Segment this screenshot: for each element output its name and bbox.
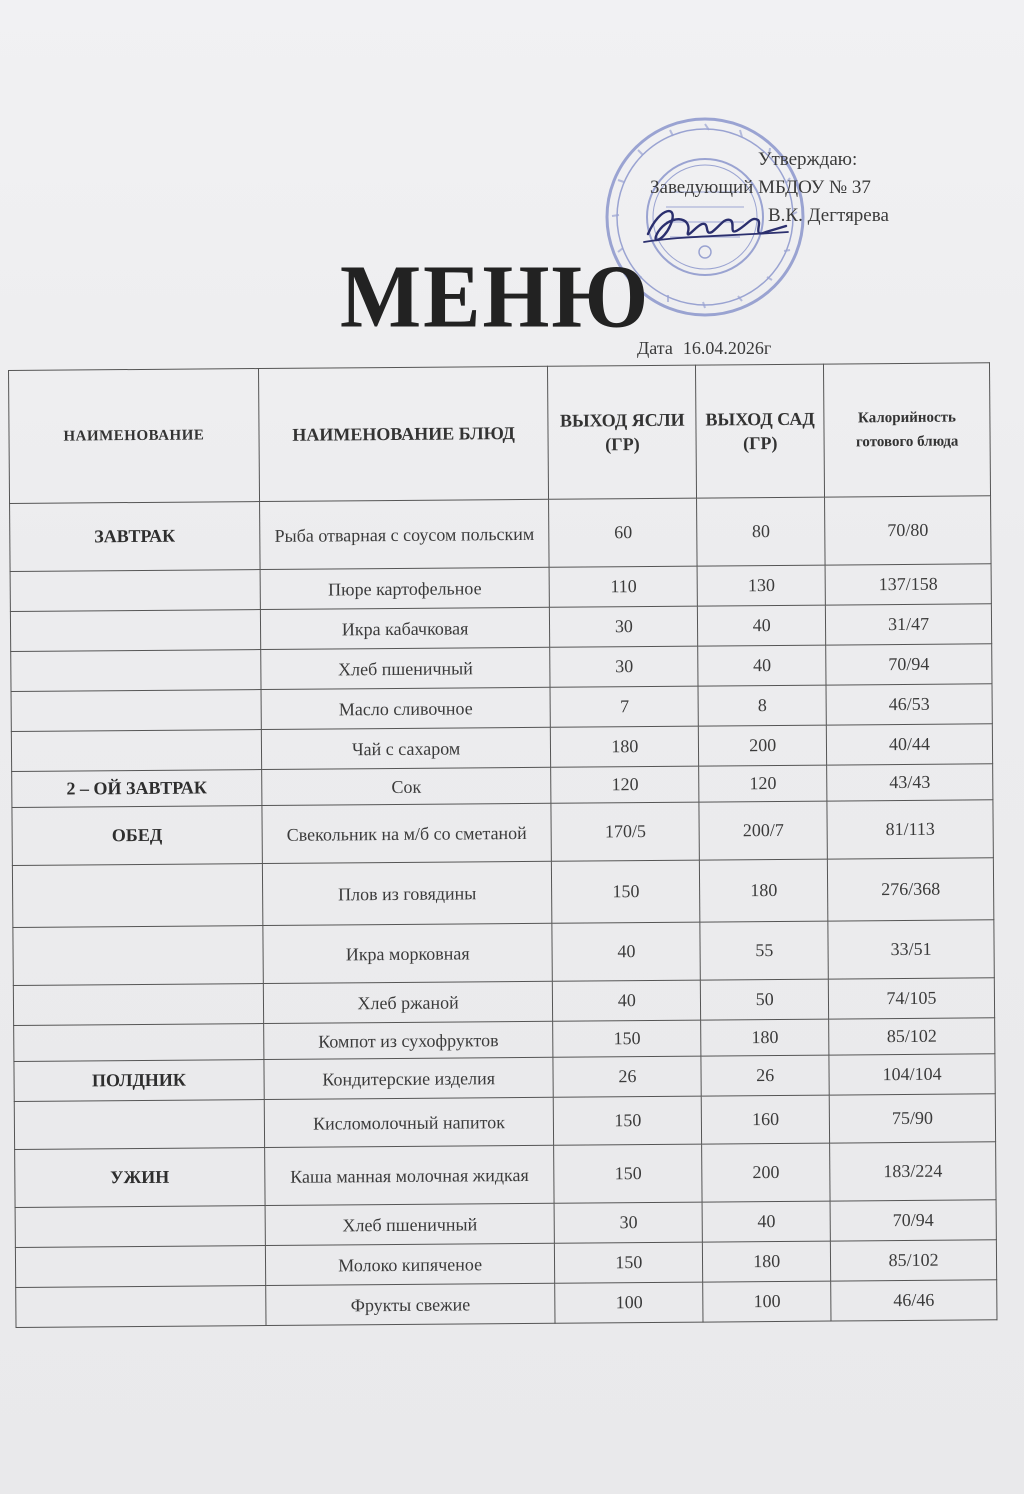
calories-cell: 74/105 — [828, 978, 994, 1019]
dish-cell: Хлеб пшеничный — [265, 1203, 555, 1245]
approval-position: Заведующий МБДОУ № 37 — [650, 177, 871, 198]
meal-cell: ЗАВТРАК — [10, 502, 260, 572]
dish-cell: Хлеб пшеничный — [260, 647, 550, 689]
dish-cell: Икра кабачковая — [260, 607, 550, 649]
garden-yield-cell: 40 — [698, 645, 826, 686]
table-row — [14, 1094, 995, 1150]
garden-yield-cell: 40 — [698, 605, 826, 646]
header-nursery-yield: ВЫХОД ЯСЛИ (ГР) — [548, 365, 697, 499]
nursery-yield-cell: 170/5 — [551, 802, 699, 861]
meal-cell: ОБЕД — [12, 806, 262, 866]
calories-cell: 81/113 — [827, 800, 993, 859]
nursery-yield-cell: 40 — [552, 922, 700, 981]
garden-yield-cell: 80 — [697, 497, 825, 566]
approval-block — [650, 146, 970, 230]
dish-cell: Чай с сахаром — [261, 727, 551, 769]
nursery-yield-cell: 30 — [550, 646, 698, 687]
menu-table — [8, 362, 997, 1328]
dish-cell: Фрукты свежие — [265, 1283, 555, 1325]
garden-yield-cell: 130 — [697, 565, 825, 606]
nursery-yield-cell: 110 — [550, 566, 698, 607]
calories-cell: 85/102 — [830, 1240, 996, 1281]
garden-yield-cell: 120 — [699, 765, 827, 802]
dish-cell: Пюре картофельное — [260, 567, 550, 609]
calories-cell: 31/47 — [825, 604, 991, 645]
meal-cell — [11, 650, 261, 692]
dish-cell: Хлеб ржаной — [263, 981, 553, 1023]
nursery-yield-cell: 150 — [554, 1096, 702, 1145]
approval-heading: Утверждаю: — [758, 149, 858, 170]
dish-cell: Икра морковная — [263, 923, 553, 983]
table-row — [15, 1142, 996, 1208]
meal-cell: 2 – ОЙ ЗАВТРАК — [12, 770, 262, 808]
calories-cell: 137/158 — [825, 564, 991, 605]
calories-cell: 75/90 — [829, 1094, 995, 1143]
calories-cell: 33/51 — [828, 920, 994, 979]
menu-table-body — [10, 496, 997, 1328]
nursery-yield-cell: 40 — [553, 980, 701, 1021]
dish-cell: Свекольник на м/б со сметаной — [262, 803, 552, 863]
header-row — [9, 363, 991, 504]
garden-yield-cell: 26 — [701, 1055, 829, 1096]
nursery-yield-cell: 150 — [553, 1020, 701, 1057]
table-row — [12, 800, 993, 866]
nursery-yield-cell: 7 — [550, 686, 698, 727]
calories-cell: 46/46 — [831, 1280, 997, 1321]
header-calories: Калорийность готового блюда — [824, 363, 991, 497]
header-dish: НАИМЕНОВАНИЕ БЛЮД — [258, 366, 549, 501]
meal-cell — [11, 730, 261, 772]
dish-cell: Каша манная молочная жидкая — [264, 1145, 554, 1205]
nursery-yield-cell: 60 — [549, 498, 697, 567]
meal-cell — [14, 1024, 264, 1062]
nursery-yield-cell: 150 — [552, 860, 700, 923]
meal-cell — [12, 864, 262, 928]
date-line — [637, 338, 771, 359]
meal-cell — [15, 1246, 265, 1288]
garden-yield-cell: 200/7 — [699, 801, 827, 860]
table-row — [13, 920, 994, 986]
calories-cell: 70/94 — [826, 644, 992, 685]
meal-cell: УЖИН — [15, 1148, 265, 1208]
nursery-yield-cell: 150 — [554, 1144, 702, 1203]
garden-yield-cell: 180 — [701, 1019, 829, 1056]
dish-cell: Кондитерские изделия — [264, 1057, 554, 1099]
table-row — [12, 858, 993, 928]
calories-cell: 46/53 — [826, 684, 992, 725]
header-garden-yield: ВЫХОД САД (ГР) — [696, 364, 825, 498]
garden-yield-cell: 180 — [703, 1241, 831, 1282]
nursery-yield-cell: 30 — [550, 606, 698, 647]
garden-yield-cell: 200 — [702, 1143, 830, 1202]
dish-cell: Компот из сухофруктов — [263, 1021, 553, 1059]
calories-cell: 85/102 — [829, 1018, 995, 1055]
garden-yield-cell: 200 — [699, 725, 827, 766]
nursery-yield-cell: 26 — [553, 1056, 701, 1097]
table-row — [16, 1280, 997, 1328]
calories-cell: 276/368 — [827, 858, 993, 921]
garden-yield-cell: 40 — [702, 1201, 830, 1242]
dish-cell: Плов из говядины — [262, 861, 552, 925]
dish-cell: Масло сливочное — [261, 687, 551, 729]
calories-cell: 40/44 — [826, 724, 992, 765]
meal-cell — [16, 1286, 266, 1328]
meal-cell — [13, 984, 263, 1026]
approval-name: В.К. Дегтярева — [768, 205, 889, 226]
table-row — [10, 496, 992, 572]
garden-yield-cell: 55 — [700, 921, 828, 980]
nursery-yield-cell: 30 — [555, 1202, 703, 1243]
calories-cell: 70/94 — [830, 1200, 996, 1241]
calories-cell: 183/224 — [830, 1142, 996, 1201]
garden-yield-cell: 160 — [701, 1095, 829, 1144]
meal-cell — [11, 690, 261, 732]
date-value: 16.04.2026г — [682, 338, 772, 358]
header-meal: НАИМЕНОВАНИЕ — [9, 369, 260, 504]
meal-cell — [13, 926, 263, 986]
meal-cell — [15, 1206, 265, 1248]
date-label: Дата — [637, 338, 673, 358]
calories-cell: 70/80 — [825, 496, 991, 565]
garden-yield-cell: 100 — [703, 1281, 831, 1322]
calories-cell: 104/104 — [829, 1054, 995, 1095]
dish-cell: Молоко кипяченое — [265, 1243, 555, 1285]
nursery-yield-cell: 100 — [555, 1282, 703, 1323]
nursery-yield-cell: 180 — [551, 726, 699, 767]
meal-cell — [10, 570, 260, 612]
dish-cell: Сок — [261, 767, 551, 805]
meal-cell — [10, 610, 260, 652]
nursery-yield-cell: 120 — [551, 766, 699, 803]
dish-cell: Рыба отварная с соусом польским — [259, 499, 549, 569]
garden-yield-cell: 180 — [700, 859, 828, 922]
calories-cell: 43/43 — [827, 764, 993, 801]
page-title: МЕНЮ — [340, 245, 651, 347]
dish-cell: Кисломолочный напиток — [264, 1097, 554, 1147]
garden-yield-cell: 8 — [698, 685, 826, 726]
meal-cell — [14, 1100, 264, 1150]
nursery-yield-cell: 150 — [555, 1242, 703, 1283]
meal-cell: ПОЛДНИК — [14, 1060, 264, 1102]
garden-yield-cell: 50 — [701, 979, 829, 1020]
